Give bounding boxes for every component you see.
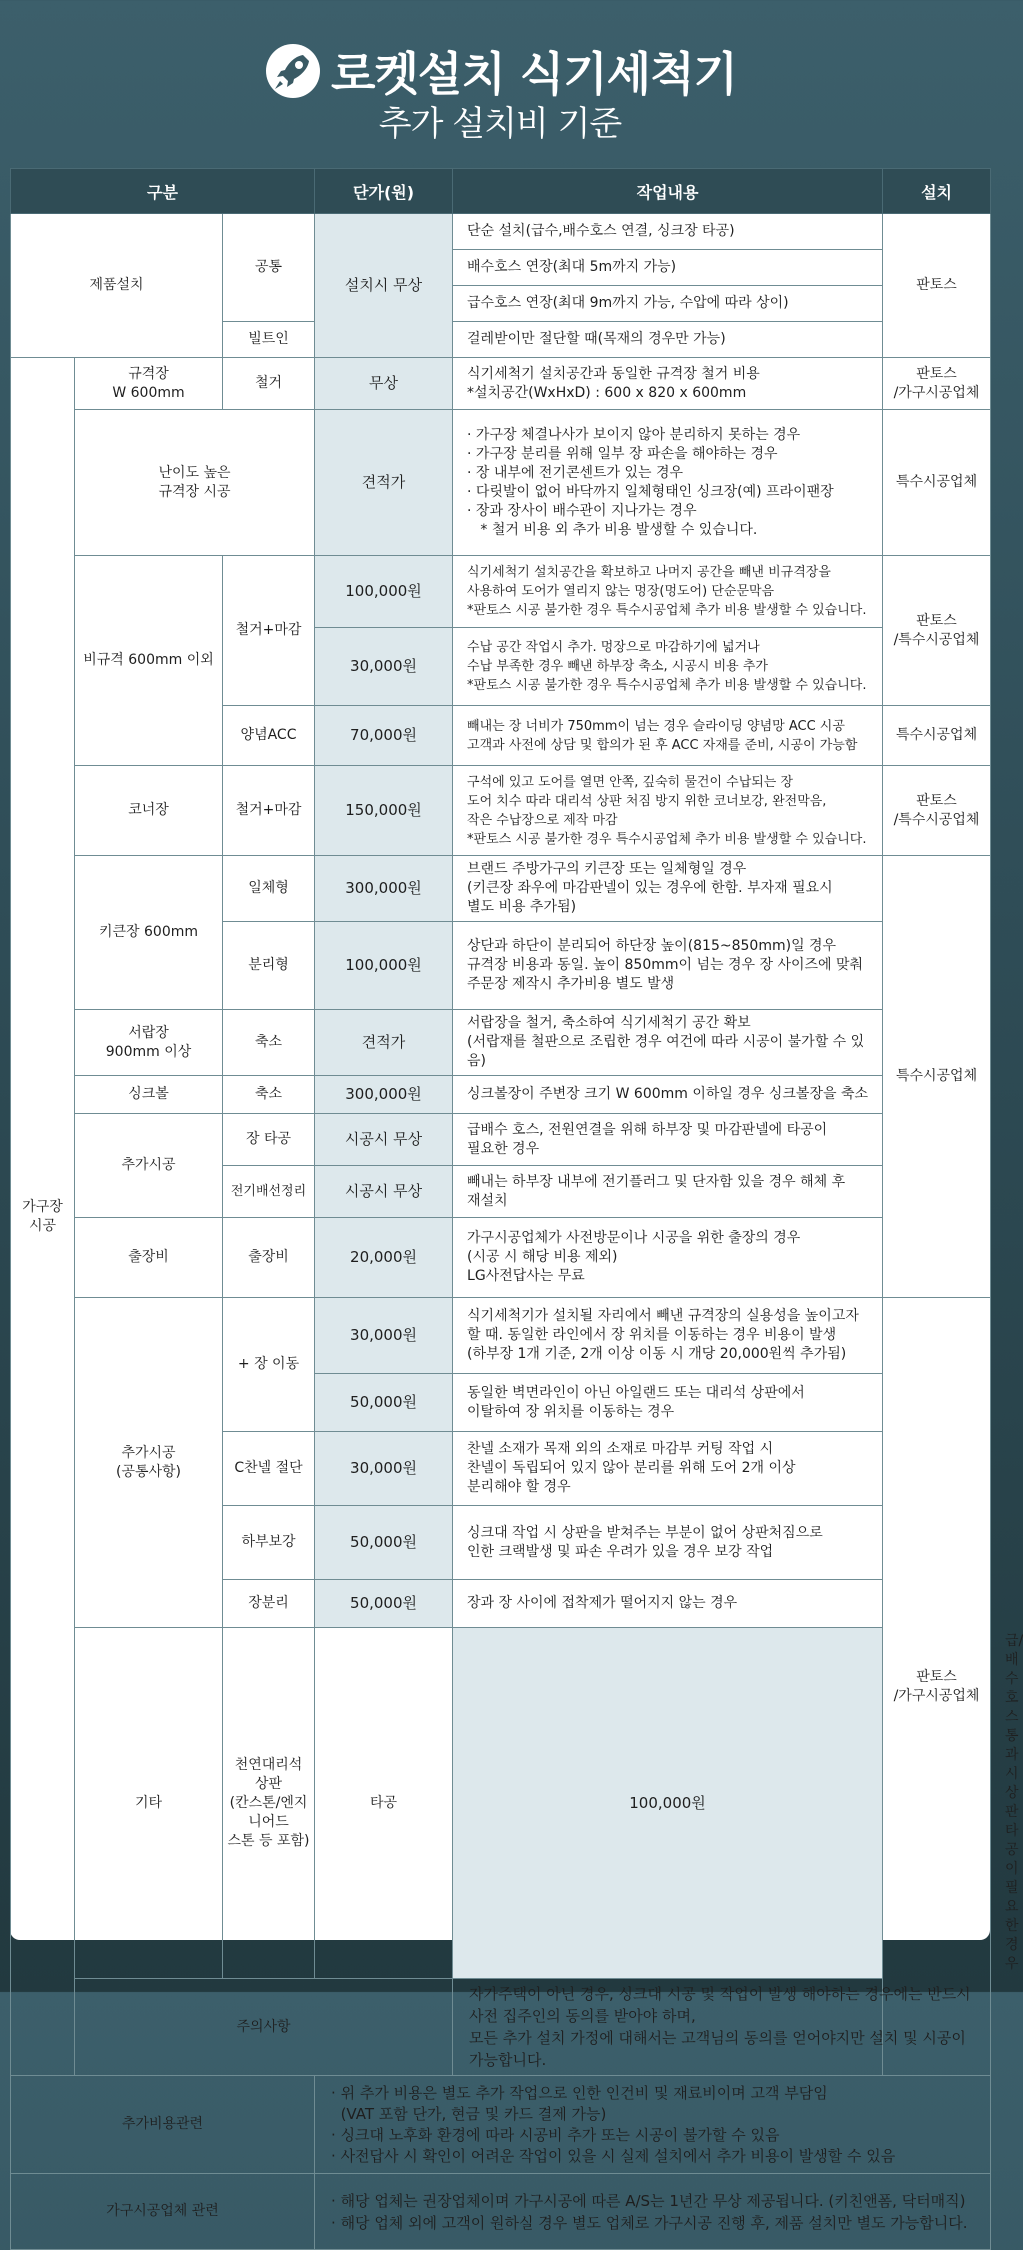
corner-desc: 구석에 있고 도어를 열면 안쪽, 깊숙히 물건이 수납되는 장 도어 치수 따라 대리석 상판 처짐 방지 위한 코너보강, 완전막음, 작은 수납장으로 제작 마감 *판토스 시공 불가한 경우 특수시공업체 추가 비용 발생할 수 있습니다.	[453, 766, 883, 856]
furniture-company-label: 가구시공업체 관련	[11, 2174, 315, 2250]
product-item: 단순 설치(급수,배수호스 연결, 싱크장 타공)	[453, 214, 883, 250]
nonstandard-installer: 판토스 /특수시공업체	[883, 556, 991, 706]
kitchen-work: 일체형	[223, 856, 315, 922]
trip-desc: 가구시공업체가 사전방문이나 시공을 위한 출장의 경우 (시공 시 해당 비용 제외) LG사전답사는 무료	[453, 1218, 883, 1298]
kitchen-price: 300,000원	[315, 856, 453, 922]
nonstandard-label: 비규격 600mm 이외	[75, 556, 223, 766]
product-builtin: 빌트인	[223, 322, 315, 358]
table-row	[11, 1114, 991, 1166]
extra-price: 시공시 무상	[315, 1114, 453, 1166]
standard-label: 규격장 W 600mm	[75, 358, 223, 410]
kitchen-desc: 상단과 하단이 분리되어 하단장 높이(815~850mm)일 경우 규격장 비용과 동일. 높이 850mm이 넘는 경우 장 사이즈에 맞춰 주문장 제작시 추가비용 별도 발생	[453, 922, 883, 1010]
table-row	[11, 1218, 991, 1298]
table-header-row	[11, 169, 991, 214]
nonstandard-desc: 수납 공간 작업시 추가. 멍장으로 마감하기에 넓거나 수납 부족한 경우 빼낸 하부장 축소, 시공시 비용 추가 *판토스 시공 불가한 경우 특수시공업체 추가 비용 발생할 수 있습니다.	[453, 628, 883, 706]
sinkbowl-work: 축소	[223, 1076, 315, 1114]
product-price: 설치시 무상	[315, 214, 453, 358]
other-label: 기타	[75, 1628, 223, 1979]
common-extra-label: 추가시공 (공통사항)	[75, 1298, 223, 1628]
drawer-label: 서랍장 900mm 이상	[75, 1010, 223, 1076]
nonstandard-price: 30,000원	[315, 628, 453, 706]
product-installer: 판토스	[883, 214, 991, 358]
nonstandard-work: 철거+마감	[223, 556, 315, 706]
other-sub: 천연대리석 상판 (칸스톤/엔지니어드 스톤 등 포함)	[223, 1628, 315, 1979]
common-extra-work: 장분리	[223, 1580, 315, 1628]
table-row	[11, 1298, 991, 1374]
product-item: 배수호스 연장(최대 5m까지 가능)	[453, 250, 883, 286]
common-extra-desc: 장과 장 사이에 접착제가 떨어지지 않는 경우	[453, 1580, 883, 1628]
extra-work: 전기배선정리	[223, 1166, 315, 1218]
product-item: 걸레받이만 절단할 때(목재의 경우만 가능)	[453, 322, 883, 358]
extra-work: 장 타공	[223, 1114, 315, 1166]
table-row	[11, 358, 991, 410]
standard-installer: 판토스 /가구시공업체	[883, 358, 991, 410]
table-row: 기타 천연대리석 상판 (칸스톤/엔지니어드 스톤 등 포함) 타공 100,000원 급/배수 호스 통과시 상판 타공이 필요한 경우	[11, 1628, 991, 1979]
table-row	[11, 214, 991, 250]
kitchen-desc: 브랜드 주방가구의 키큰장 또는 일체형일 경우 (키큰장 좌우에 마감판넬이 있는 경우에 한함. 부자재 필요시 별도 비용 추가됨)	[453, 856, 883, 922]
corner-price: 150,000원	[315, 766, 453, 856]
sinkbowl-price: 300,000원	[315, 1076, 453, 1114]
caution-text: 자가주택이 아닌 경우, 싱크대 시공 및 작업이 발생 해야하는 경우에는 반드시 사전 집주인의 동의를 받아야 하며, 모든 추가 설치 가정에 대해서는 고객님의 동의를 얻어야지만 설치 및 시공이 가능합니다.	[453, 1979, 991, 2076]
product-label: 제품설치	[11, 214, 223, 358]
sinkbowl-label: 싱크볼	[75, 1076, 223, 1114]
page-title: 로켓설치 식기세척기	[331, 47, 737, 101]
product-common: 공통	[223, 214, 315, 322]
extra-desc: 빼내는 하부장 내부에 전기플러그 및 단자함 있을 경우 해체 후 재설치	[453, 1166, 883, 1218]
common-extra-price: 30,000원	[315, 1432, 453, 1506]
difficult-price: 견적가	[315, 410, 453, 556]
standard-price: 무상	[315, 358, 453, 410]
furniture-label: 가구장 시공	[11, 358, 75, 2076]
table-row	[11, 2076, 991, 2174]
standard-desc: 식기세척기 설치공간과 동일한 규격장 철거 비용 *설치공간(WxHxD) : 600 x 820 x 600mm	[453, 358, 883, 410]
common-extra-desc: 동일한 벽면라인이 아닌 아일랜드 또는 대리석 상판에서 이탈하여 장 위치를 이동하는 경우	[453, 1374, 883, 1432]
extra-cost-text: · 위 추가 비용은 별도 추가 작업으로 인한 인건비 및 재료비이며 고객 부담임 (VAT 포함 단가, 현금 및 카드 결제 가능) · 싱크대 노후화 환경에 따라 시공비 추가 또는 시공이 불가할 수 있음 · 사전답사 시 확인이 어려운 작업이 있을 시 실제 설치에서 추가 비용이 발생할 수 있음	[315, 2076, 991, 2174]
corner-installer: 판토스 /특수시공업체	[883, 766, 991, 856]
common-extra-work: C찬넬 절단	[223, 1432, 315, 1506]
corner-work: 철거+마감	[223, 766, 315, 856]
table-row	[11, 1010, 991, 1076]
nonstandard-desc: 식기세척기 설치공간을 확보하고 나머지 공간을 빼낸 비규격장을 사용하여 도어가 열리지 않는 멍장(멍도어) 단순문막음 *판토스 시공 불가한 경우 특수시공업체 추가 비용 발생할 수 있습니다.	[453, 556, 883, 628]
extra-label: 추가시공	[75, 1114, 223, 1218]
common-extra-desc: 식기세척기가 설치될 자리에서 빼낸 규격장의 실용성을 높이고자 할 때. 동일한 라인에서 장 위치를 이동하는 경우 비용이 발생 (하부장 1개 기준, 2개 이상 이동 시 개당 20,000원씩 추가됨)	[453, 1298, 883, 1374]
furniture-company-text: · 해당 업체는 권장업체이며 가구시공에 따른 A/S는 1년간 무상 제공됩니다. (키친앤폼, 닥터매직) · 해당 업체 외에 고객이 원하실 경우 별도 업체로 가구시공 진행 후, 제품 설치만 별도 가능합니다.	[315, 2174, 991, 2250]
common-extra-price: 30,000원	[315, 1298, 453, 1374]
common-extra-desc: 싱크대 작업 시 상판을 받쳐주는 부분이 없어 상판처짐으로 인한 크랙발생 및 파손 우려가 있을 경우 보강 작업	[453, 1506, 883, 1580]
table-row	[11, 2174, 991, 2250]
table-row	[11, 1076, 991, 1114]
table-row	[11, 1979, 991, 2076]
nonstandard-desc: 빼내는 장 너비가 750mm이 넘는 경우 슬라이딩 양념망 ACC 시공 고객과 사전에 상담 및 합의가 된 후 ACC 자재를 준비, 시공이 가능함	[453, 706, 883, 766]
rocket-icon	[263, 41, 323, 101]
nonstandard-price: 100,000원	[315, 556, 453, 628]
kitchen-price: 100,000원	[315, 922, 453, 1010]
other-price: 100,000원	[453, 1628, 883, 1979]
trip-label: 출장비	[75, 1218, 223, 1298]
table-row	[11, 410, 991, 556]
common-extra-desc: 찬넬 소재가 목재 외의 소재로 마감부 커팅 작업 시 찬넬이 독립되어 있지 않아 분리를 위해 도어 2개 이상 분리해야 할 경우	[453, 1432, 883, 1506]
kitchen-installer: 특수시공업체	[883, 856, 991, 1298]
cost-table	[10, 168, 1023, 2250]
corner-label: 코너장	[75, 766, 223, 856]
kitchen-label: 키큰장 600mm	[75, 856, 223, 1010]
title-row	[0, 38, 1000, 104]
extra-cost-label: 추가비용관련	[11, 2076, 315, 2174]
nonstandard-price: 70,000원	[315, 706, 453, 766]
extra-desc: 급배수 호스, 전원연결을 위해 하부장 및 마감판넬에 타공이 필요한 경우	[453, 1114, 883, 1166]
header-work: 작업내용	[453, 169, 883, 214]
common-extra-work: 하부보강	[223, 1506, 315, 1580]
header-price: 단가(원)	[315, 169, 453, 214]
cost-sheet	[10, 168, 1023, 2232]
difficult-installer: 특수시공업체	[883, 410, 991, 556]
standard-work: 철거	[223, 358, 315, 410]
common-extra-price: 50,000원	[315, 1374, 453, 1432]
other-work: 타공	[315, 1628, 453, 1979]
kitchen-work: 분리형	[223, 922, 315, 1010]
nonstandard-work: 양념ACC	[223, 706, 315, 766]
drawer-work: 축소	[223, 1010, 315, 1076]
header-category: 구분	[11, 169, 315, 214]
nonstandard-installer: 특수시공업체	[883, 706, 991, 766]
drawer-price: 견적가	[315, 1010, 453, 1076]
header	[0, 0, 1000, 168]
common-extra-price: 50,000원	[315, 1580, 453, 1628]
caution-label: 주의사항	[75, 1979, 453, 2076]
sinkbowl-desc: 싱크볼장이 주변장 크기 W 600mm 이하일 경우 싱크볼장을 축소	[453, 1076, 883, 1114]
common-extra-price: 50,000원	[315, 1506, 453, 1580]
extra-price: 시공시 무상	[315, 1166, 453, 1218]
product-item: 급수호스 연장(최대 9m까지 가능, 수압에 따라 상이)	[453, 286, 883, 322]
difficult-label: 난이도 높은 규격장 시공	[75, 410, 315, 556]
table-row	[11, 766, 991, 856]
header-install: 설치	[883, 169, 991, 214]
trip-price: 20,000원	[315, 1218, 453, 1298]
table-row	[11, 856, 991, 922]
common-extra-work: + 장 이동	[223, 1298, 315, 1432]
page-subtitle: 추가 설치비 기준	[378, 104, 622, 144]
drawer-desc: 서랍장을 철거, 축소하여 식기세척기 공간 확보 (서랍재를 철판으로 조립한 경우 여건에 따라 시공이 불가할 수 있음)	[453, 1010, 883, 1076]
table-row	[11, 556, 991, 628]
trip-work: 출장비	[223, 1218, 315, 1298]
common-extra-installer: 판토스 /가구시공업체	[883, 1298, 991, 2076]
difficult-desc: · 가구장 체결나사가 보이지 않아 분리하지 못하는 경우 · 가구장 분리를 위해 일부 장 파손을 해야하는 경우 · 장 내부에 전기콘센트가 있는 경우 · 다릿발이 없어 바닥까지 일체형태인 싱크장(예) 프라이팬장 · 장과 장사이 배수관이 지나가는 경우 * 철거 비용 외 추가 비용 발생할 수 있습니다.	[453, 410, 883, 556]
